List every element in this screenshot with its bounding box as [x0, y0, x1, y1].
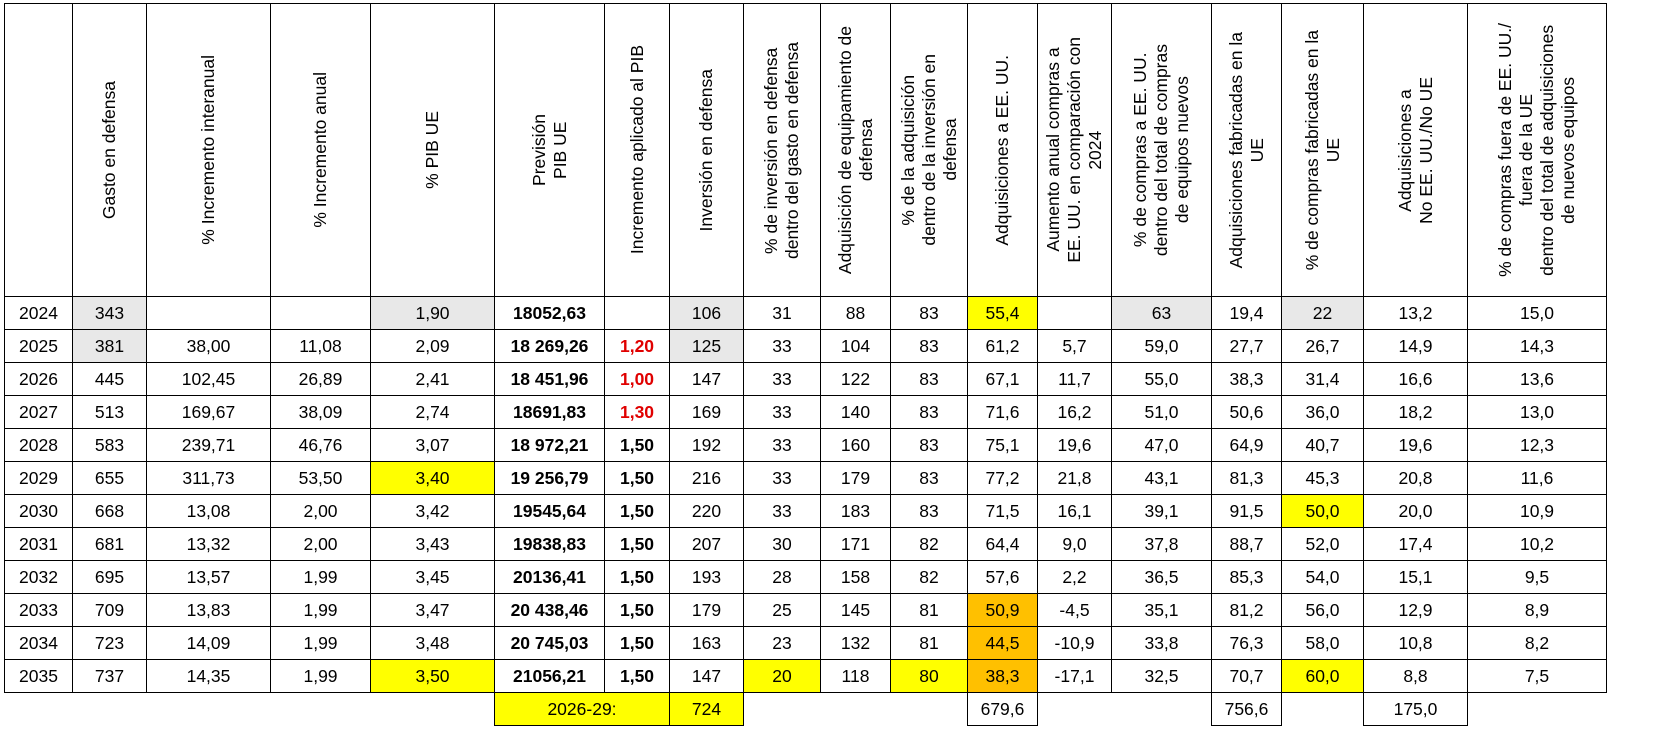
data-cell: 64,4: [968, 528, 1038, 561]
data-cell: 36,0: [1282, 396, 1364, 429]
column-header-label: % de compras fuera de EE. UU./ fuera de la UE dentro del total de adquisiciones de nuevos equipos: [1495, 23, 1578, 277]
year-cell: 2030: [5, 495, 73, 528]
data-cell: 19,6: [1364, 429, 1468, 462]
data-cell: 147: [670, 363, 744, 396]
data-cell: 5,7: [1038, 330, 1112, 363]
column-header-3: [271, 4, 371, 297]
data-cell: 33: [744, 330, 821, 363]
data-cell: 77,2: [968, 462, 1038, 495]
column-header-13: [1112, 4, 1212, 297]
column-header-label: % Incremento anual: [310, 72, 330, 228]
data-cell: 83: [891, 462, 968, 495]
data-cell: 18691,83: [495, 396, 605, 429]
data-cell: 3,45: [371, 561, 495, 594]
data-cell: 132: [821, 627, 891, 660]
data-cell: 32,5: [1112, 660, 1212, 693]
data-cell: 3,50: [371, 660, 495, 693]
table-row: [5, 594, 1607, 627]
data-cell: 1,50: [605, 660, 670, 693]
data-cell: 27,7: [1212, 330, 1282, 363]
data-cell: 38,3: [968, 660, 1038, 693]
data-cell: 21056,21: [495, 660, 605, 693]
data-cell: 13,32: [147, 528, 271, 561]
data-cell: 102,45: [147, 363, 271, 396]
data-cell: 38,3: [1212, 363, 1282, 396]
data-cell: 3,47: [371, 594, 495, 627]
data-cell: 14,35: [147, 660, 271, 693]
data-cell: 17,4: [1364, 528, 1468, 561]
data-cell: 104: [821, 330, 891, 363]
data-cell: 26,7: [1282, 330, 1364, 363]
data-cell: 14,09: [147, 627, 271, 660]
data-cell: 81,2: [1212, 594, 1282, 627]
data-cell: 3,42: [371, 495, 495, 528]
data-cell: 50,6: [1212, 396, 1282, 429]
data-cell: 192: [670, 429, 744, 462]
data-cell: 18052,63: [495, 297, 605, 330]
column-header-15: [1282, 4, 1364, 297]
column-header-label: Incremento aplicado al PIB: [626, 45, 647, 255]
data-cell: 169,67: [147, 396, 271, 429]
data-cell: 207: [670, 528, 744, 561]
data-cell: 2,00: [271, 495, 371, 528]
year-cell: 2032: [5, 561, 73, 594]
column-header-11: [968, 4, 1038, 297]
data-cell: 35,1: [1112, 594, 1212, 627]
column-header-label: Adquisiciones a No EE. UU./No UE: [1394, 76, 1436, 224]
data-cell: [271, 297, 371, 330]
data-cell: 13,57: [147, 561, 271, 594]
table-row: [5, 627, 1607, 660]
data-cell: 169: [670, 396, 744, 429]
data-cell: 55,4: [968, 297, 1038, 330]
data-cell: 19838,83: [495, 528, 605, 561]
data-cell: 33,8: [1112, 627, 1212, 660]
data-cell: 1,99: [271, 561, 371, 594]
data-cell: 171: [821, 528, 891, 561]
column-header-9: [821, 4, 891, 297]
data-cell: 125: [670, 330, 744, 363]
data-cell: 1,00: [605, 363, 670, 396]
column-header-label: Previsión PIB UE: [528, 114, 570, 186]
data-cell: 39,1: [1112, 495, 1212, 528]
data-cell: 2,74: [371, 396, 495, 429]
table-row: [5, 660, 1607, 693]
data-cell: 1,99: [271, 627, 371, 660]
year-cell: 2024: [5, 297, 73, 330]
data-cell: 23: [744, 627, 821, 660]
data-cell: 80: [891, 660, 968, 693]
data-cell: 82: [891, 561, 968, 594]
data-cell: 28: [744, 561, 821, 594]
data-cell: 160: [821, 429, 891, 462]
data-cell: 15,0: [1468, 297, 1607, 330]
year-cell: 2029: [5, 462, 73, 495]
data-cell: 9,0: [1038, 528, 1112, 561]
column-header-label: Inversión en defensa: [696, 68, 716, 232]
column-header-label: Adquisición de equipamiento de defensa: [834, 25, 876, 275]
data-cell: [147, 297, 271, 330]
data-cell: 76,3: [1212, 627, 1282, 660]
data-cell: 12,9: [1364, 594, 1468, 627]
data-cell: 83: [891, 330, 968, 363]
data-cell: 83: [891, 429, 968, 462]
data-cell: 179: [670, 594, 744, 627]
data-cell: 2,09: [371, 330, 495, 363]
data-cell: 11,7: [1038, 363, 1112, 396]
data-cell: 3,07: [371, 429, 495, 462]
year-cell: 2034: [5, 627, 73, 660]
data-cell: 655: [73, 462, 147, 495]
data-cell: 122: [821, 363, 891, 396]
data-cell: 19545,64: [495, 495, 605, 528]
data-cell: 513: [73, 396, 147, 429]
data-cell: 81: [891, 627, 968, 660]
data-cell: 19 256,79: [495, 462, 605, 495]
data-cell: 14,3: [1468, 330, 1607, 363]
data-cell: 75,1: [968, 429, 1038, 462]
data-cell: -4,5: [1038, 594, 1112, 627]
data-cell: 31: [744, 297, 821, 330]
year-cell: 2033: [5, 594, 73, 627]
data-cell: 11,6: [1468, 462, 1607, 495]
column-header-0: [5, 4, 73, 297]
data-cell: 40,7: [1282, 429, 1364, 462]
column-header-7: [670, 4, 744, 297]
adq-eeuu-total: 679,6: [968, 693, 1038, 726]
data-cell: 21,8: [1038, 462, 1112, 495]
data-cell: 46,76: [271, 429, 371, 462]
table-row: [5, 462, 1607, 495]
data-cell: 106: [670, 297, 744, 330]
data-cell: 12,3: [1468, 429, 1607, 462]
data-cell: 88: [821, 297, 891, 330]
table-row: [5, 396, 1607, 429]
data-cell: 10,8: [1364, 627, 1468, 660]
data-cell: 33: [744, 363, 821, 396]
data-cell: 193: [670, 561, 744, 594]
adq-otros-total: 175,0: [1364, 693, 1468, 726]
data-cell: 18 269,26: [495, 330, 605, 363]
data-cell: 50,9: [968, 594, 1038, 627]
year-cell: 2025: [5, 330, 73, 363]
table-row: [5, 429, 1607, 462]
data-cell: 1,50: [605, 462, 670, 495]
data-cell: 25: [744, 594, 821, 627]
table-body: [5, 297, 1607, 693]
data-cell: 33: [744, 495, 821, 528]
data-cell: 1,99: [271, 594, 371, 627]
data-cell: 681: [73, 528, 147, 561]
inversion-total: 724: [670, 693, 744, 726]
column-header-8: [744, 4, 821, 297]
footer-spacer: [744, 693, 968, 726]
column-header-10: [891, 4, 968, 297]
data-cell: 3,43: [371, 528, 495, 561]
data-cell: 1,50: [605, 528, 670, 561]
data-cell: -10,9: [1038, 627, 1112, 660]
data-cell: 2,2: [1038, 561, 1112, 594]
data-cell: 3,48: [371, 627, 495, 660]
data-cell: 11,08: [271, 330, 371, 363]
footer-spacer: [1282, 693, 1364, 726]
data-cell: 18,2: [1364, 396, 1468, 429]
year-cell: 2026: [5, 363, 73, 396]
data-cell: 668: [73, 495, 147, 528]
column-header-5: [495, 4, 605, 297]
data-cell: 709: [73, 594, 147, 627]
data-cell: 7,5: [1468, 660, 1607, 693]
column-header-16: [1364, 4, 1468, 297]
data-cell: 54,0: [1282, 561, 1364, 594]
data-cell: 16,6: [1364, 363, 1468, 396]
data-cell: 60,0: [1282, 660, 1364, 693]
data-cell: 8,8: [1364, 660, 1468, 693]
data-cell: 1,99: [271, 660, 371, 693]
data-cell: 695: [73, 561, 147, 594]
data-cell: 58,0: [1282, 627, 1364, 660]
data-cell: 33: [744, 462, 821, 495]
column-header-label: Adquisiciones a EE. UU.: [992, 54, 1012, 246]
data-cell: 64,9: [1212, 429, 1282, 462]
data-cell: 83: [891, 495, 968, 528]
data-cell: 82: [891, 528, 968, 561]
data-cell: 10,9: [1468, 495, 1607, 528]
adq-ue-total: 756,6: [1212, 693, 1282, 726]
data-cell: 85,3: [1212, 561, 1282, 594]
data-cell: 13,08: [147, 495, 271, 528]
data-cell: 19,6: [1038, 429, 1112, 462]
data-cell: 583: [73, 429, 147, 462]
data-cell: 13,2: [1364, 297, 1468, 330]
column-header-label: % de la adquisición dentro de la inversión en defensa: [897, 54, 960, 246]
totals-row: [5, 693, 1607, 726]
column-header-label: % de compras fabricadas en la UE: [1301, 29, 1343, 271]
data-cell: 1,20: [605, 330, 670, 363]
data-cell: 36,5: [1112, 561, 1212, 594]
data-cell: 140: [821, 396, 891, 429]
data-cell: 1,50: [605, 495, 670, 528]
data-cell: 16,1: [1038, 495, 1112, 528]
data-cell: 2,41: [371, 363, 495, 396]
data-cell: 61,2: [968, 330, 1038, 363]
data-cell: 26,89: [271, 363, 371, 396]
column-header-2: [147, 4, 271, 297]
data-cell: 45,3: [1282, 462, 1364, 495]
data-cell: 20,0: [1364, 495, 1468, 528]
data-cell: 59,0: [1112, 330, 1212, 363]
data-cell: 56,0: [1282, 594, 1364, 627]
year-cell: 2027: [5, 396, 73, 429]
period-label: 2026-29:: [495, 693, 670, 726]
data-cell: 1,90: [371, 297, 495, 330]
data-cell: 52,0: [1282, 528, 1364, 561]
data-cell: 118: [821, 660, 891, 693]
data-cell: 63: [1112, 297, 1212, 330]
data-cell: 18 451,96: [495, 363, 605, 396]
data-cell: 22: [1282, 297, 1364, 330]
defense-spending-table: [4, 3, 1607, 726]
data-cell: 145: [821, 594, 891, 627]
data-cell: 1,50: [605, 627, 670, 660]
data-cell: 20136,41: [495, 561, 605, 594]
data-cell: 33: [744, 396, 821, 429]
column-header-17: [1468, 4, 1607, 297]
header-row: [5, 4, 1607, 297]
data-cell: 67,1: [968, 363, 1038, 396]
data-cell: 13,83: [147, 594, 271, 627]
column-header-6: [605, 4, 670, 297]
year-cell: 2031: [5, 528, 73, 561]
data-cell: 20,8: [1364, 462, 1468, 495]
column-header-label: Adquisiciones fabricadas en la UE: [1225, 31, 1267, 269]
data-cell: [605, 297, 670, 330]
table-row: [5, 297, 1607, 330]
year-cell: 2035: [5, 660, 73, 693]
table-row: [5, 363, 1607, 396]
column-header-label: Gasto en defensa: [99, 80, 119, 220]
data-cell: 220: [670, 495, 744, 528]
data-cell: 20 745,03: [495, 627, 605, 660]
data-cell: 81,3: [1212, 462, 1282, 495]
data-cell: 57,6: [968, 561, 1038, 594]
data-cell: 71,6: [968, 396, 1038, 429]
data-cell: 51,0: [1112, 396, 1212, 429]
footer-spacer: [1468, 693, 1607, 726]
data-cell: 13,0: [1468, 396, 1607, 429]
data-cell: [1038, 297, 1112, 330]
data-cell: 44,5: [968, 627, 1038, 660]
data-cell: 1,50: [605, 429, 670, 462]
column-header-label: % de compras a EE. UU. dentro del total de compras de equipos nuevos: [1130, 43, 1192, 257]
table-row: [5, 561, 1607, 594]
data-cell: 8,2: [1468, 627, 1607, 660]
data-cell: 16,2: [1038, 396, 1112, 429]
data-cell: 50,0: [1282, 495, 1364, 528]
data-cell: 14,9: [1364, 330, 1468, 363]
table-row: [5, 528, 1607, 561]
data-cell: 81: [891, 594, 968, 627]
data-cell: 13,6: [1468, 363, 1607, 396]
data-cell: 1,50: [605, 594, 670, 627]
data-cell: 18 972,21: [495, 429, 605, 462]
data-cell: 183: [821, 495, 891, 528]
data-cell: 10,2: [1468, 528, 1607, 561]
data-cell: 70,7: [1212, 660, 1282, 693]
year-cell: 2028: [5, 429, 73, 462]
data-cell: 88,7: [1212, 528, 1282, 561]
data-cell: 1,30: [605, 396, 670, 429]
data-cell: 9,5: [1468, 561, 1607, 594]
data-cell: 20: [744, 660, 821, 693]
data-cell: 38,00: [147, 330, 271, 363]
data-cell: 43,1: [1112, 462, 1212, 495]
data-cell: 147: [670, 660, 744, 693]
data-cell: 179: [821, 462, 891, 495]
column-header-12: [1038, 4, 1112, 297]
data-cell: 31,4: [1282, 363, 1364, 396]
column-header-1: [73, 4, 147, 297]
data-cell: 15,1: [1364, 561, 1468, 594]
column-header-4: [371, 4, 495, 297]
data-cell: 445: [73, 363, 147, 396]
data-cell: 343: [73, 297, 147, 330]
data-cell: 216: [670, 462, 744, 495]
data-cell: 737: [73, 660, 147, 693]
data-cell: -17,1: [1038, 660, 1112, 693]
data-cell: 38,09: [271, 396, 371, 429]
data-cell: 91,5: [1212, 495, 1282, 528]
data-cell: 20 438,46: [495, 594, 605, 627]
data-cell: 19,4: [1212, 297, 1282, 330]
table-row: [5, 330, 1607, 363]
data-cell: 83: [891, 297, 968, 330]
defense-spending-table-container: [4, 3, 1607, 726]
data-cell: 33: [744, 429, 821, 462]
data-cell: 158: [821, 561, 891, 594]
data-cell: 8,9: [1468, 594, 1607, 627]
table-row: [5, 495, 1607, 528]
data-cell: 163: [670, 627, 744, 660]
data-cell: 239,71: [147, 429, 271, 462]
data-cell: 83: [891, 363, 968, 396]
data-cell: 3,40: [371, 462, 495, 495]
column-header-label: % de inversión en defensa dentro del gasto en defensa: [761, 41, 802, 259]
column-header-label: Aumento anual compras a EE. UU. en comparación con 2024: [1043, 37, 1105, 263]
column-header-label: % Incremento interanual: [198, 55, 218, 245]
data-cell: 55,0: [1112, 363, 1212, 396]
data-cell: 381: [73, 330, 147, 363]
column-header-label: % PIB UE: [422, 111, 442, 189]
data-cell: 30: [744, 528, 821, 561]
data-cell: 53,50: [271, 462, 371, 495]
footer-spacer: [1038, 693, 1212, 726]
footer-spacer: [5, 693, 495, 726]
data-cell: 1,50: [605, 561, 670, 594]
data-cell: 47,0: [1112, 429, 1212, 462]
data-cell: 311,73: [147, 462, 271, 495]
data-cell: 2,00: [271, 528, 371, 561]
data-cell: 71,5: [968, 495, 1038, 528]
column-header-14: [1212, 4, 1282, 297]
data-cell: 37,8: [1112, 528, 1212, 561]
data-cell: 723: [73, 627, 147, 660]
data-cell: 83: [891, 396, 968, 429]
